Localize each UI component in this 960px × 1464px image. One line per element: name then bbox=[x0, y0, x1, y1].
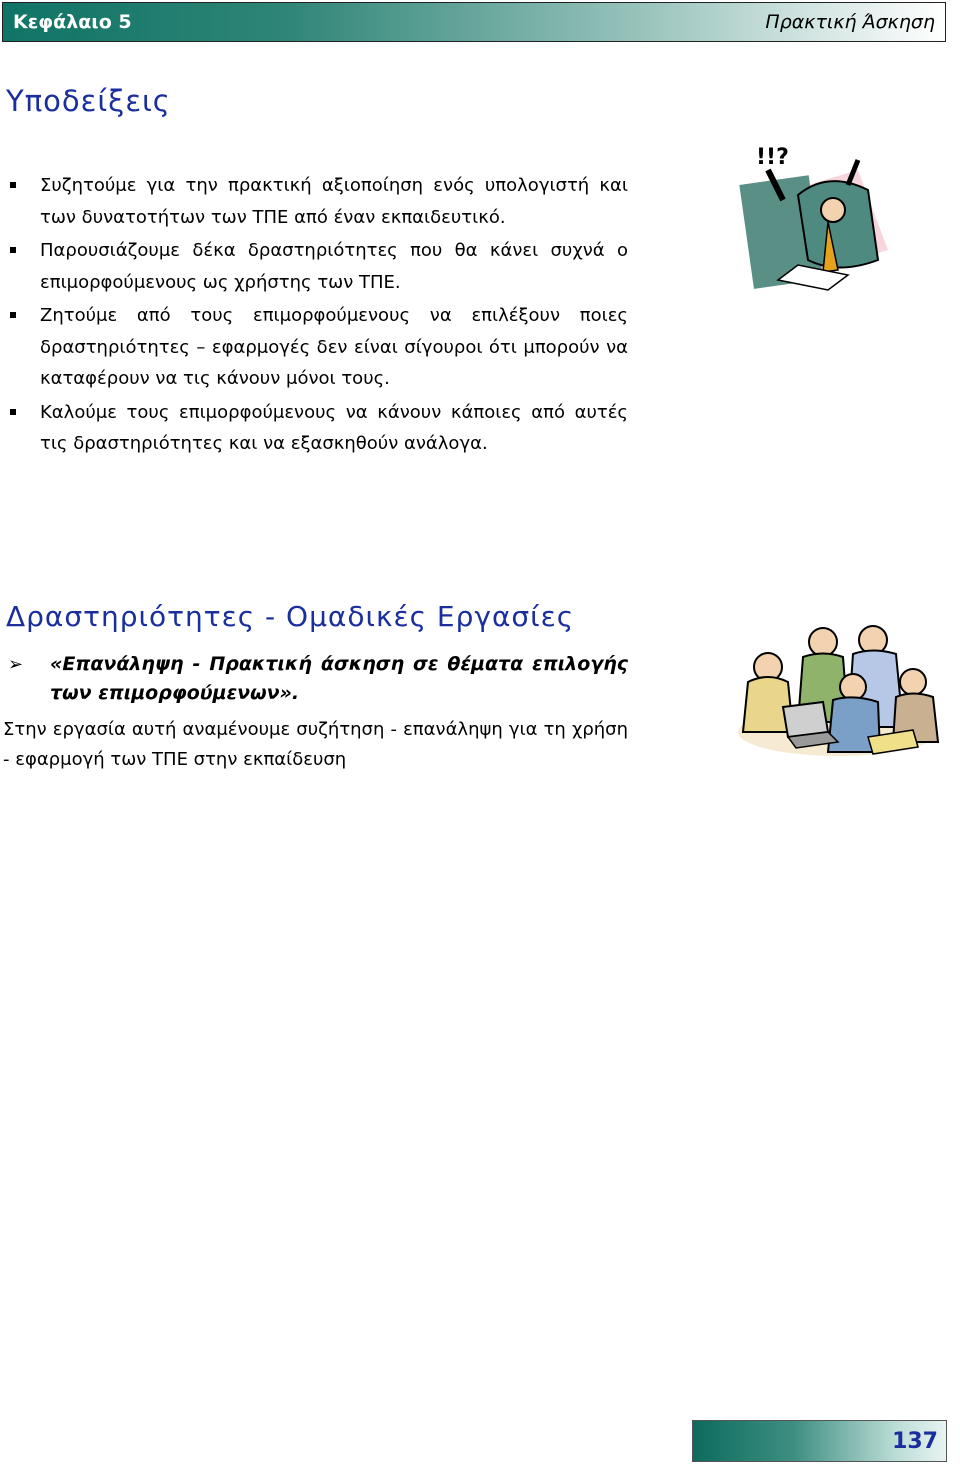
arrow-bullet-icon: ➢ bbox=[8, 654, 24, 675]
list-item-text: Ζητούμε από τους επιμορφούμενους να επιλέξουν ποιες δραστηριότητες – εφαρμογές δεν είναι σίγουροι ότι μπορούν να καταφέρουν να τις κάνουν μόνοι τους. bbox=[40, 305, 628, 389]
list-item bbox=[8, 235, 628, 298]
list-item bbox=[8, 300, 628, 395]
chapter-label: Κεφάλαιο 5 bbox=[13, 11, 132, 33]
section-label: Πρακτική Άσκηση bbox=[765, 11, 935, 33]
list-item bbox=[8, 397, 628, 460]
hints-heading: Υποδείξεις bbox=[6, 84, 171, 118]
activities-heading: Δραστηριότητες - Ομαδικές Εργασίες bbox=[6, 600, 575, 633]
square-bullet-icon bbox=[10, 247, 16, 253]
exclamation-text: !!? bbox=[756, 145, 789, 170]
activity-item bbox=[8, 650, 628, 708]
square-bullet-icon bbox=[10, 182, 16, 188]
team-laptop-illustration bbox=[728, 612, 948, 762]
square-bullet-icon bbox=[10, 312, 16, 318]
page-number-box bbox=[692, 1420, 947, 1462]
page-header bbox=[2, 2, 946, 42]
list-item-text: Συζητούμε για την πρακτική αξιοποίηση ενός υπολογιστή και των δυνατοτήτων των ΤΠΕ από έναν εκπαιδευτικό. bbox=[40, 175, 628, 228]
activity-title-text: «Επανάληψη - Πρακτική άσκηση σε θέματα επιλογής των επιμορφούμενων». bbox=[50, 653, 628, 704]
activity-description: Στην εργασία αυτή αναμένουμε συζήτηση - επανάληψη για τη χρήση - εφαρμογή των ΤΠΕ στην εκπαίδευση bbox=[3, 719, 628, 770]
list-item-text: Καλούμε τους επιμορφούμενους να κάνουν κάποιες από αυτές τις δραστηριότητες και να εξασκηθούν ανάλογα. bbox=[40, 401, 628, 454]
activity-title bbox=[8, 650, 628, 708]
hints-list bbox=[8, 170, 628, 462]
page-number: 137 bbox=[892, 1428, 938, 1454]
surprised-person-illustration bbox=[738, 140, 898, 300]
list-item-text: Παρουσιάζουμε δέκα δραστηριότητες που θα κάνει συχνά ο επιμορφούμενους ως χρήστης των ΤΠΕ. bbox=[40, 240, 628, 293]
list-item bbox=[8, 170, 628, 233]
square-bullet-icon bbox=[10, 409, 16, 415]
